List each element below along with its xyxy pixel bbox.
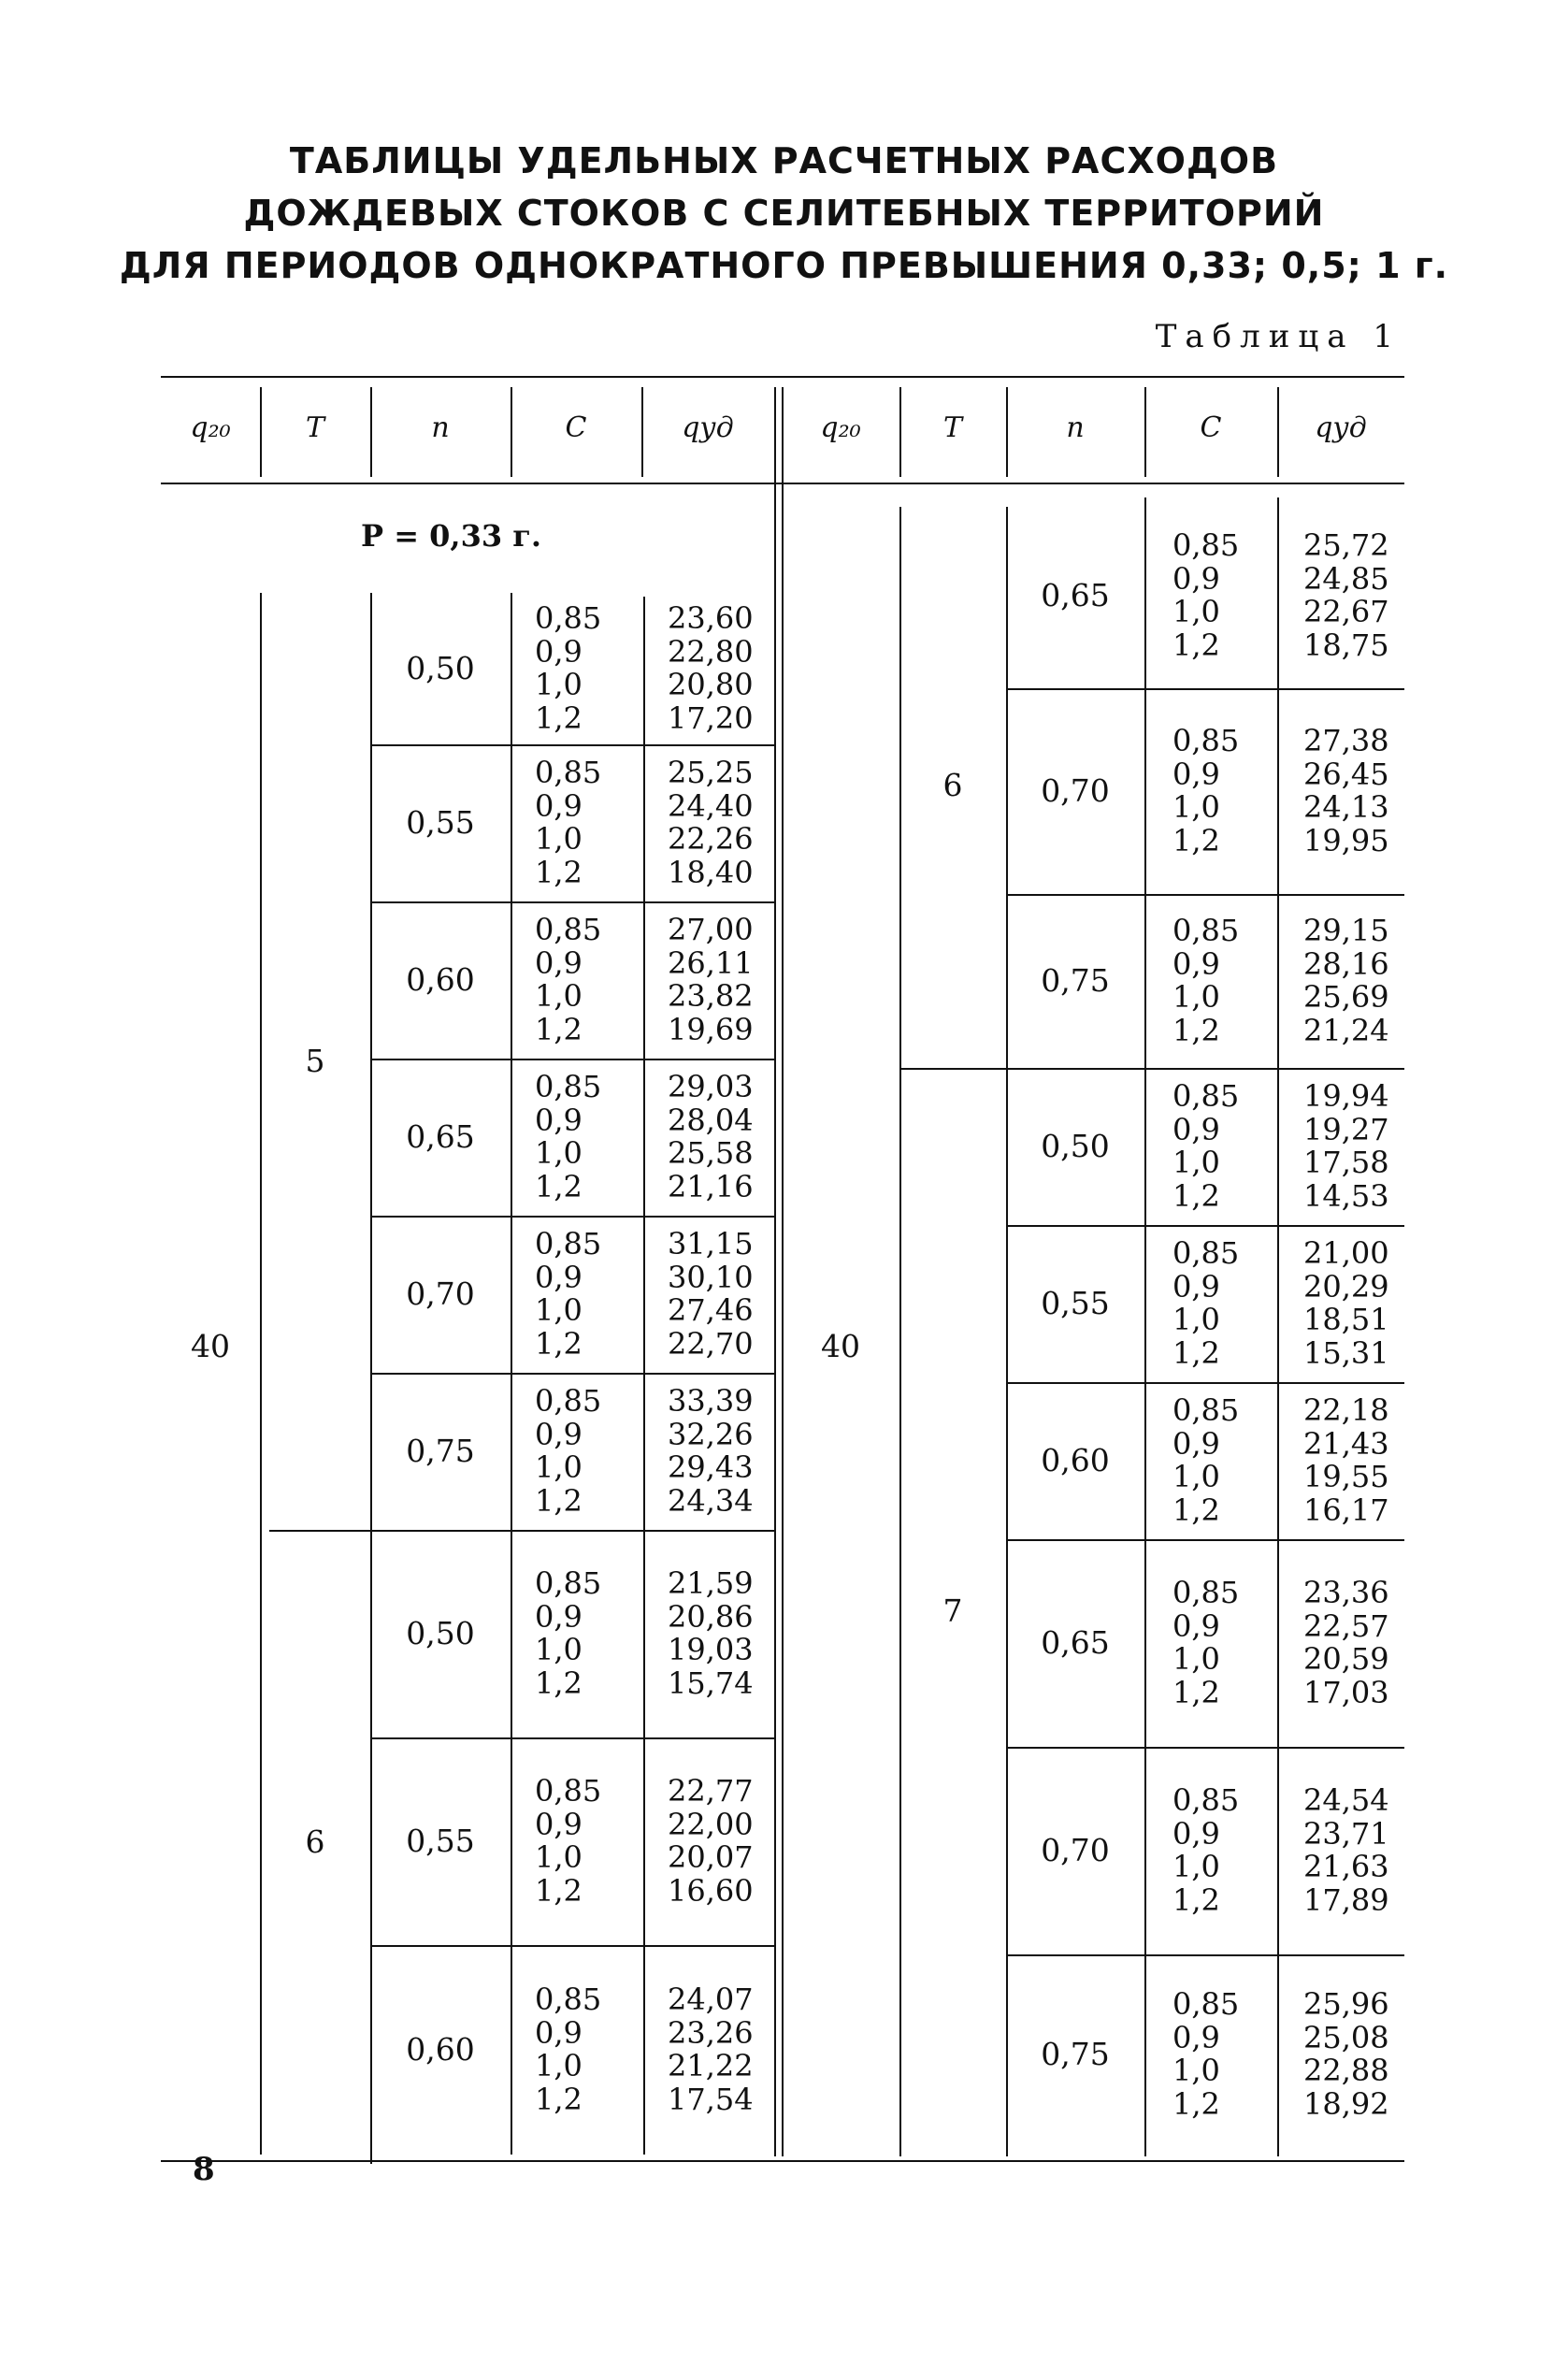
qud-value: 29,03	[668, 1069, 754, 1104]
qud-value: 29,43	[668, 1449, 754, 1485]
qud-value: 23,36	[1303, 1575, 1389, 1610]
t-value-left-0: 5	[305, 1043, 325, 1079]
qud-value: 21,00	[1303, 1235, 1389, 1271]
qud-value: 22,77	[668, 1773, 754, 1809]
n-value: 0,50	[1041, 1128, 1110, 1164]
c-value: 0,85	[535, 1773, 602, 1809]
c-value: 0,85	[535, 755, 602, 790]
c-value: 1,2	[1172, 1881, 1220, 1918]
c-values	[535, 757, 601, 889]
c-value: 0,85	[535, 912, 602, 947]
c-value: 1,2	[1172, 1012, 1220, 1048]
qud-value: 21,63	[1303, 1849, 1389, 1884]
c-value: 0,9	[1172, 560, 1220, 597]
qud-value: 22,00	[668, 1806, 754, 1842]
qud-value: 14,53	[1303, 1177, 1389, 1214]
c-value: 0,9	[1172, 1425, 1220, 1462]
qud-value: 19,69	[668, 1011, 754, 1047]
c-value: 1,0	[535, 978, 583, 1014]
c-value: 0,9	[1172, 1815, 1220, 1852]
qud-value: 29,15	[1303, 913, 1389, 948]
c-value: 1,0	[535, 667, 583, 702]
qud-values	[668, 1071, 754, 1204]
qud-value: 21,43	[1303, 1425, 1389, 1462]
qud-value: 16,60	[668, 1872, 754, 1909]
qud-value: 20,86	[668, 1598, 754, 1635]
qud-value: 16,17	[1303, 1492, 1389, 1528]
qud-value: 17,03	[1303, 1674, 1389, 1710]
qud-value: 20,59	[1303, 1641, 1389, 1677]
qud-value: 27,38	[1303, 723, 1389, 758]
qud-value: 15,31	[1303, 1334, 1389, 1371]
qud-value: 23,71	[1303, 1815, 1389, 1852]
qud-value: 24,40	[668, 787, 754, 824]
c-value: 0,9	[1172, 1268, 1220, 1305]
qud-value: 30,10	[668, 1259, 754, 1295]
header-n-right: n	[1066, 411, 1085, 444]
c-values	[535, 1983, 601, 2116]
qud-value: 19,03	[668, 1632, 754, 1667]
qud-value: 25,72	[1303, 527, 1389, 563]
n-value: 0,75	[406, 1433, 475, 1469]
c-value: 0,9	[535, 1259, 583, 1295]
n-value: 0,55	[406, 804, 475, 841]
header-t-left: T	[305, 411, 324, 444]
qud-value: 20,80	[668, 667, 754, 702]
c-value: 0,85	[1172, 1078, 1240, 1114]
c-value: 1,2	[535, 1665, 583, 1701]
c-value: 0,85	[1172, 723, 1240, 758]
qud-values	[668, 914, 754, 1046]
c-values	[535, 602, 601, 735]
qud-value: 17,89	[1303, 1881, 1389, 1918]
q20-value-right: 40	[821, 1328, 860, 1364]
n-value: 0,55	[1041, 1285, 1110, 1321]
header-q20-right: q₂₀	[820, 411, 861, 444]
qud-values	[668, 757, 754, 889]
qud-value: 19,95	[1303, 822, 1389, 858]
c-values	[1172, 915, 1239, 1047]
qud-value: 24,54	[1303, 1782, 1389, 1818]
qud-value: 24,07	[668, 1982, 754, 2017]
qud-value: 22,26	[668, 821, 754, 857]
qud-values	[1303, 1784, 1389, 1917]
c-value: 1,0	[1172, 1641, 1220, 1677]
qud-value: 22,67	[1303, 594, 1389, 629]
qud-value: 21,22	[668, 2048, 754, 2083]
qud-value: 15,74	[668, 1665, 754, 1701]
c-value: 1,0	[1172, 1145, 1220, 1180]
c-value: 0,9	[1172, 2019, 1220, 2055]
c-value: 1,0	[1172, 789, 1220, 825]
qud-values	[1303, 1577, 1389, 1709]
qud-values	[1303, 1237, 1389, 1370]
c-value: 0,85	[1172, 527, 1240, 563]
qud-value: 25,96	[1303, 1986, 1389, 2022]
n-value: 0,60	[1041, 1442, 1110, 1478]
qud-values	[668, 1567, 754, 1700]
header-t-right: T	[942, 411, 962, 444]
c-value: 1,2	[535, 1168, 583, 1204]
qud-value: 20,07	[668, 1839, 754, 1875]
c-value: 1,0	[535, 1292, 583, 1328]
qud-value: 26,45	[1303, 756, 1389, 792]
c-value: 0,9	[535, 787, 583, 824]
qud-value: 19,55	[1303, 1459, 1389, 1494]
qud-value: 27,00	[668, 912, 754, 947]
c-value: 0,9	[535, 2014, 583, 2051]
c-value: 1,0	[535, 1135, 583, 1171]
qud-value: 22,57	[1303, 1607, 1389, 1644]
n-value: 0,60	[406, 961, 475, 998]
qud-value: 21,59	[668, 1565, 754, 1601]
t-value-right-1: 7	[942, 1593, 963, 1629]
qud-value: 23,60	[668, 600, 754, 636]
c-value: 1,2	[535, 1325, 583, 1362]
n-value: 0,65	[406, 1118, 475, 1155]
header-q20-left: q₂₀	[190, 411, 231, 444]
c-value: 1,2	[535, 1482, 583, 1519]
qud-value: 25,25	[668, 755, 754, 790]
qud-values	[1303, 725, 1389, 858]
c-value: 0,85	[535, 1383, 602, 1419]
n-value: 0,70	[406, 1276, 475, 1312]
qud-value: 28,04	[668, 1102, 754, 1138]
c-values	[535, 1567, 601, 1700]
c-value: 0,85	[1172, 1235, 1240, 1271]
c-values	[1172, 1988, 1239, 2121]
c-value: 0,9	[1172, 756, 1220, 792]
c-value: 1,0	[535, 1632, 583, 1667]
c-value: 0,85	[535, 1226, 602, 1261]
n-value: 0,70	[1041, 772, 1110, 809]
c-value: 1,2	[1172, 1334, 1220, 1371]
c-value: 1,0	[1172, 1302, 1220, 1337]
qud-value: 25,58	[668, 1135, 754, 1171]
qud-value: 21,16	[668, 1168, 754, 1204]
qud-value: 22,70	[668, 1325, 754, 1362]
n-value: 0,75	[1041, 2036, 1110, 2072]
qud-value: 17,54	[668, 2081, 754, 2117]
qud-value: 18,92	[1303, 2085, 1389, 2122]
n-value: 0,50	[406, 650, 475, 686]
qud-values	[1303, 1394, 1389, 1527]
c-value: 0,85	[1172, 913, 1240, 948]
n-value: 0,60	[406, 2031, 475, 2068]
c-value: 1,2	[535, 2081, 583, 2117]
qud-value: 21,24	[1303, 1012, 1389, 1048]
c-value: 0,85	[1172, 1986, 1240, 2022]
qud-value: 20,29	[1303, 1268, 1389, 1305]
qud-values	[668, 1983, 754, 2116]
c-value: 0,9	[1172, 945, 1220, 982]
qud-value: 27,46	[668, 1292, 754, 1328]
qud-values	[668, 1385, 754, 1518]
qud-values	[1303, 915, 1389, 1047]
c-value: 0,85	[535, 1069, 602, 1104]
c-value: 1,0	[535, 821, 583, 857]
c-value: 0,9	[535, 1806, 583, 1842]
header-qud-right: qуд	[1315, 411, 1367, 444]
title-line-1: ТАБЛИЦЫ УДЕЛЬНЫХ РАСЧЕТНЫХ РАСХОДОВ	[289, 140, 1279, 181]
qud-values	[1303, 1988, 1389, 2121]
title-line-2: ДОЖДЕВЫХ СТОКОВ С СЕЛИТЕБНЫХ ТЕРРИТОРИЙ	[243, 193, 1325, 234]
qud-value: 17,20	[668, 699, 754, 736]
c-value: 1,2	[535, 1872, 583, 1909]
c-value: 1,0	[1172, 1849, 1220, 1884]
qud-value: 23,82	[668, 978, 754, 1014]
c-value: 0,85	[1172, 1782, 1240, 1818]
c-value: 1,0	[1172, 2053, 1220, 2088]
c-value: 1,0	[1172, 979, 1220, 1015]
page-number: 8	[193, 2151, 215, 2188]
qud-values	[1303, 1080, 1389, 1213]
n-value: 0,50	[406, 1615, 475, 1651]
c-value: 1,2	[1172, 1177, 1220, 1214]
c-value: 0,85	[1172, 1392, 1240, 1428]
c-values	[1172, 1237, 1239, 1370]
qud-value: 18,75	[1303, 627, 1389, 663]
c-value: 0,85	[1172, 1575, 1240, 1610]
title-line-3: ДЛЯ ПЕРИОДОВ ОДНОКРАТНОГО ПРЕВЫШЕНИЯ 0,33; 0,5; 1 г.	[119, 245, 1449, 286]
qud-value: 31,15	[668, 1226, 754, 1261]
n-value: 0,65	[1041, 1624, 1110, 1661]
c-value: 0,85	[535, 1565, 602, 1601]
qud-values	[1303, 529, 1389, 662]
c-value: 1,0	[535, 1839, 583, 1875]
c-value: 0,85	[535, 1982, 602, 2017]
qud-value: 25,08	[1303, 2019, 1389, 2055]
qud-value: 26,11	[668, 944, 754, 981]
c-value: 1,2	[535, 854, 583, 890]
header-c-left: C	[565, 411, 587, 444]
header-n-left: n	[431, 411, 450, 444]
n-value: 0,55	[406, 1823, 475, 1859]
c-value: 1,2	[1172, 1674, 1220, 1710]
c-value: 1,2	[1172, 2085, 1220, 2122]
qud-value: 33,39	[668, 1383, 754, 1419]
c-values	[1172, 1784, 1239, 1917]
qud-value: 18,40	[668, 854, 754, 890]
t-value-left-1: 6	[305, 1823, 325, 1860]
qud-values	[668, 1775, 754, 1908]
qud-value: 24,85	[1303, 560, 1389, 597]
c-values	[535, 1385, 601, 1518]
c-value: 0,9	[535, 1102, 583, 1138]
c-values	[535, 1775, 601, 1908]
qud-value: 18,51	[1303, 1302, 1389, 1337]
rainfall-runoff-table	[161, 376, 1404, 2162]
qud-value: 28,16	[1303, 945, 1389, 982]
qud-value: 32,26	[668, 1416, 754, 1452]
qud-values	[668, 602, 754, 735]
c-value: 0,9	[535, 1416, 583, 1452]
c-value: 1,2	[535, 1011, 583, 1047]
c-value: 0,9	[1172, 1607, 1220, 1644]
n-value: 0,65	[1041, 577, 1110, 613]
c-values	[1172, 529, 1239, 662]
c-values	[1172, 725, 1239, 858]
c-values	[1172, 1577, 1239, 1709]
c-value: 0,9	[535, 944, 583, 981]
n-value: 0,75	[1041, 962, 1110, 999]
qud-value: 22,88	[1303, 2053, 1389, 2088]
qud-value: 22,18	[1303, 1392, 1389, 1428]
c-value: 0,9	[535, 633, 583, 670]
c-values	[1172, 1080, 1239, 1213]
c-value: 1,2	[535, 699, 583, 736]
table-label: Таблица 1	[1155, 318, 1402, 355]
qud-value: 19,27	[1303, 1111, 1389, 1147]
q20-value-left: 40	[191, 1328, 230, 1364]
c-value: 0,9	[1172, 1111, 1220, 1147]
header-c-right: C	[1200, 411, 1222, 444]
qud-value: 24,13	[1303, 789, 1389, 825]
c-value: 0,85	[535, 600, 602, 636]
c-values	[535, 1228, 601, 1361]
c-values	[535, 1071, 601, 1204]
qud-value: 17,58	[1303, 1145, 1389, 1180]
c-value: 1,0	[535, 2048, 583, 2083]
c-value: 0,9	[535, 1598, 583, 1635]
qud-value: 25,69	[1303, 979, 1389, 1015]
t-value-right-0: 6	[942, 767, 963, 803]
n-value: 0,70	[1041, 1832, 1110, 1868]
qud-value: 19,94	[1303, 1078, 1389, 1114]
c-values	[1172, 1394, 1239, 1527]
qud-value: 23,26	[668, 2014, 754, 2051]
c-value: 1,2	[1172, 1492, 1220, 1528]
c-value: 1,0	[535, 1449, 583, 1485]
c-value: 1,2	[1172, 627, 1220, 663]
c-value: 1,0	[1172, 1459, 1220, 1494]
qud-values	[668, 1228, 754, 1361]
c-value: 1,0	[1172, 594, 1220, 629]
c-values	[535, 914, 601, 1046]
qud-value: 22,80	[668, 633, 754, 670]
period-label: P = 0,33 г.	[361, 518, 541, 554]
qud-value: 24,34	[668, 1482, 754, 1519]
header-qud-left: qуд	[682, 411, 734, 444]
c-value: 1,2	[1172, 822, 1220, 858]
